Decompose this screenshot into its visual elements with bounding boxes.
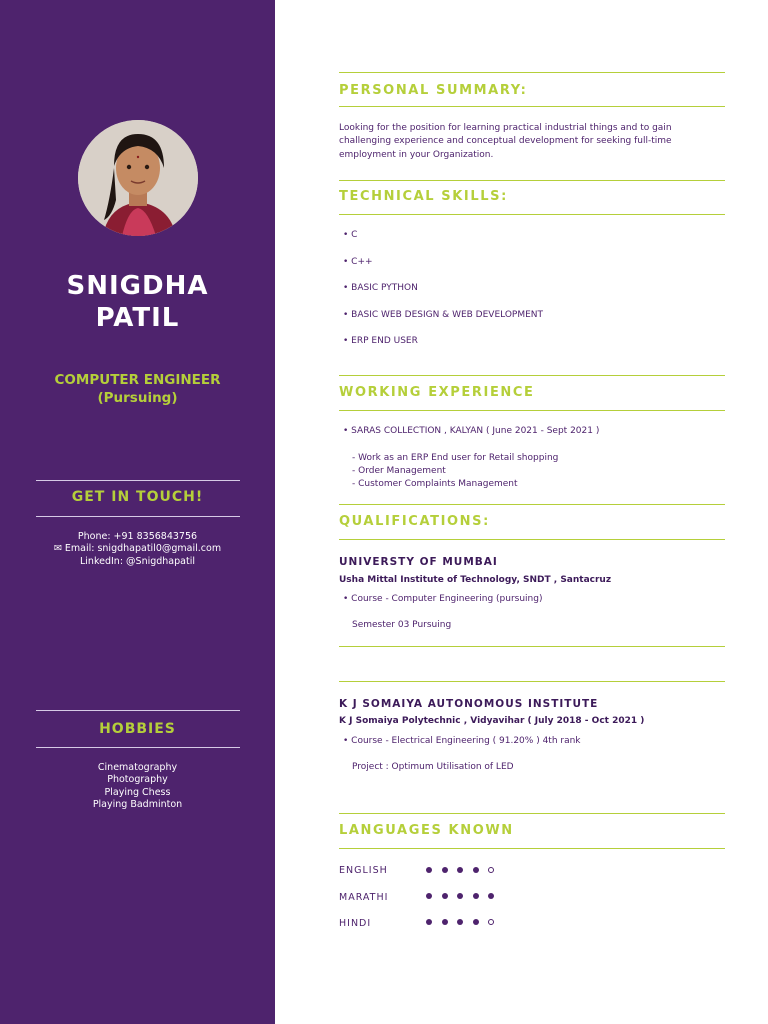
qualification-institute: UNIVERSTY OF MUMBAI [339, 556, 498, 568]
rating-dot-filled [442, 893, 448, 899]
language-name: ENGLISH [339, 865, 388, 876]
hobbies-heading: HOBBIES [99, 721, 176, 737]
language-rating [426, 918, 506, 928]
job-entry: • SARAS COLLECTION , KALYAN ( June 2021 - Sept 2021 ) [343, 426, 600, 436]
divider [36, 480, 240, 481]
role-title: COMPUTER ENGINEER [54, 372, 221, 388]
divider [36, 516, 240, 517]
skill-item: • BASIC WEB DESIGN & WEB DEVELOPMENT [343, 310, 544, 320]
contact-email[interactable]: ✉ Email: snigdhapatil0@gmail.com [53, 543, 222, 555]
contact-heading: GET IN TOUCH! [71, 489, 204, 505]
divider [339, 813, 725, 814]
name-last: PATIL [95, 303, 180, 333]
language-name: HINDI [339, 918, 372, 929]
hobby-item: Playing Badminton [92, 798, 183, 810]
candidate-role [0, 371, 275, 407]
divider [339, 375, 725, 376]
job-duty: - Customer Complaints Management [352, 479, 518, 489]
divider [339, 504, 725, 505]
rating-dot-empty [488, 867, 494, 873]
divider [339, 848, 725, 849]
rating-dot-filled [457, 893, 463, 899]
experience-title: WORKING EXPERIENCE [339, 385, 535, 400]
qualification-note: Semester 03 Pursuing [352, 620, 452, 630]
skill-item: • ERP END USER [343, 336, 418, 346]
languages-title: LANGUAGES KNOWN [339, 823, 514, 838]
qualification-note: Project : Optimum Utilisation of LED [352, 762, 514, 772]
hobby-item: Cinematography [97, 762, 178, 773]
divider [339, 72, 725, 73]
hobby-item: Playing Chess [104, 786, 171, 798]
divider [339, 180, 725, 181]
divider [339, 646, 725, 647]
profile-photo-image [78, 120, 198, 236]
qualification-course: • Course - Electrical Engineering ( 91.20% ) 4th rank [343, 736, 581, 746]
rating-dot-filled [488, 893, 494, 899]
skills-title: TECHNICAL SKILLS: [339, 189, 508, 204]
divider [339, 681, 725, 682]
rating-dot-empty [488, 919, 494, 925]
hobby-item: Photography [107, 774, 168, 786]
rating-dot-filled [473, 893, 479, 899]
role-status: (Pursuing) [97, 390, 178, 406]
divider [339, 539, 725, 540]
candidate-name [0, 270, 275, 334]
rating-dot-filled [426, 867, 432, 873]
rating-dot-filled [457, 867, 463, 873]
qualifications-title: QUALIFICATIONS: [339, 514, 490, 529]
divider [36, 747, 240, 748]
profile-photo [78, 120, 198, 236]
sidebar [0, 0, 275, 1024]
summary-text: Looking for the position for learning practical industrial things and to gain challenging experience and conceptual development for seeking full-time employment in your Organization. [339, 123, 672, 160]
name-first: SNIGDHA [66, 271, 209, 301]
qualification-course: • Course - Computer Engineering (pursuing) [343, 594, 543, 604]
rating-dot-filled [426, 893, 432, 899]
rating-dot-filled [426, 919, 432, 925]
job-duty: - Order Management [352, 466, 446, 476]
qualification-institute: K J SOMAIYA AUTONOMOUS INSTITUTE [339, 698, 599, 710]
rating-dot-filled [442, 919, 448, 925]
qualification-college: Usha Mittal Institute of Technology, SNDT , Santacruz [339, 575, 612, 585]
contact-phone: Phone: +91 8356843756 [77, 531, 198, 542]
contact-details [0, 531, 275, 568]
summary-title: PERSONAL SUMMARY: [339, 83, 528, 98]
rating-dot-filled [442, 867, 448, 873]
skill-item: • C++ [343, 257, 373, 267]
rating-dot-filled [473, 867, 479, 873]
divider [339, 106, 725, 107]
language-rating [426, 892, 506, 902]
skill-item: • BASIC PYTHON [343, 283, 418, 293]
job-duty: - Work as an ERP End user for Retail shopping [352, 453, 559, 463]
skill-item: • C [343, 230, 358, 240]
contact-linkedin[interactable]: LinkedIn: @Snigdhapatil [80, 555, 195, 567]
language-rating [426, 866, 506, 876]
rating-dot-filled [457, 919, 463, 925]
hobbies-list [0, 762, 275, 811]
rating-dot-filled [473, 919, 479, 925]
divider [339, 214, 725, 215]
qualification-college: K J Somaiya Polytechnic , Vidyavihar ( July 2018 - Oct 2021 ) [339, 716, 645, 726]
divider [36, 710, 240, 711]
divider [339, 410, 725, 411]
language-name: MARATHI [339, 892, 389, 903]
